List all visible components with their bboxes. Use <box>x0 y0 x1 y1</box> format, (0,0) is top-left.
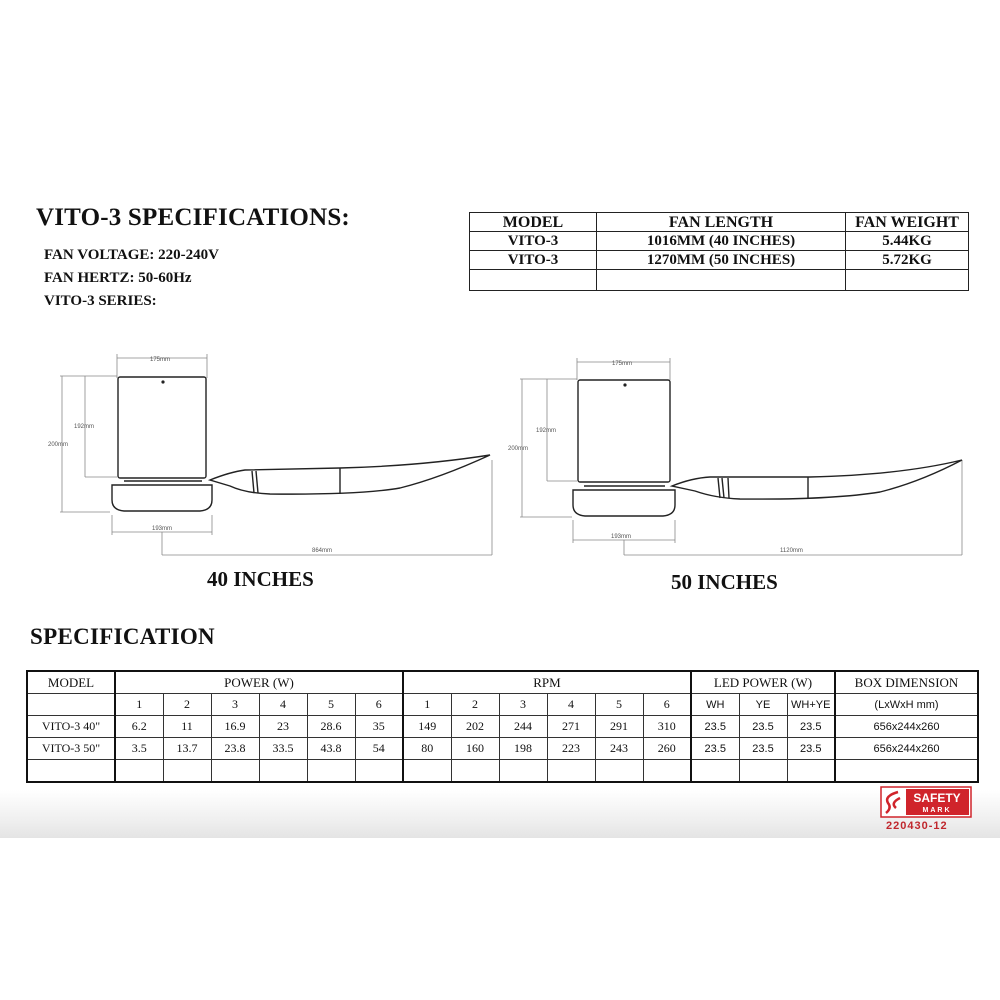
voltage-spec: FAN VOLTAGE: 220-240V <box>44 247 219 263</box>
group-header-row <box>27 671 978 694</box>
rpm-speed-5: 5 <box>595 694 643 716</box>
cell-led: 23.5 <box>739 738 787 760</box>
diagram-caption-40: 40 INCHES <box>207 567 314 591</box>
hertz-spec: FAN HERTZ: 50-60Hz <box>44 270 192 286</box>
cell-led: 23.5 <box>691 738 739 760</box>
cell-empty <box>597 270 846 291</box>
cell-fan-length: 1016MM (40 INCHES) <box>597 232 846 251</box>
cell-power: 11 <box>163 716 211 738</box>
spec-table <box>26 670 979 783</box>
cell-power: 23 <box>259 716 307 738</box>
dim-total-height: 200mm <box>48 442 69 448</box>
table-row <box>27 738 978 760</box>
cell-power: 23.8 <box>211 738 259 760</box>
col-fan-weight: FAN WEIGHT <box>846 213 969 232</box>
power-speed-6: 6 <box>355 694 403 716</box>
table-row <box>470 251 969 270</box>
dim-total-height: 200mm <box>508 446 529 452</box>
spec-section-title: SPECIFICATION <box>30 624 215 649</box>
table-row <box>27 716 978 738</box>
rpm-speed-3: 3 <box>499 694 547 716</box>
dim-top-width: 175mm <box>150 357 171 363</box>
cell-fan-weight: 5.72KG <box>846 251 969 270</box>
cell-rpm: 80 <box>403 738 451 760</box>
rpm-speed-6: 6 <box>643 694 691 716</box>
dim-span: 864mm <box>312 548 333 554</box>
cell-power: 35 <box>355 716 403 738</box>
table-row-empty <box>27 760 978 783</box>
cell-power: 54 <box>355 738 403 760</box>
safety-label: SAFETY <box>913 791 961 805</box>
cell-box: 656x244x260 <box>835 716 978 738</box>
table-row <box>470 232 969 251</box>
safety-sublabel: MARK <box>922 807 952 814</box>
cell-model: VITO-3 <box>470 251 597 270</box>
dim-inner-height: 192mm <box>536 428 557 434</box>
dim-base-width: 193mm <box>611 534 632 540</box>
cell-box: 656x244x260 <box>835 738 978 760</box>
dim-top-width: 175mm <box>612 361 633 367</box>
power-speed-2: 2 <box>163 694 211 716</box>
col-fan-length: FAN LENGTH <box>597 213 846 232</box>
cell-rpm: 243 <box>595 738 643 760</box>
header-box-dimension: BOX DIMENSION <box>835 671 978 694</box>
cell-fan-weight: 5.44KG <box>846 232 969 251</box>
series-label: VITO-3 SERIES: <box>44 293 157 309</box>
cell-rpm: 160 <box>451 738 499 760</box>
led-wh-ye: WH+YE <box>787 694 835 716</box>
footer-shade <box>0 790 1000 838</box>
header-led-power: LED POWER (W) <box>691 671 835 694</box>
cell-rpm: 202 <box>451 716 499 738</box>
cell-power: 33.5 <box>259 738 307 760</box>
led-ye: YE <box>739 694 787 716</box>
header-model: MODEL <box>27 671 115 694</box>
cell-power: 3.5 <box>115 738 163 760</box>
page-title: VITO-3 SPECIFICATIONS: <box>36 204 350 231</box>
cell-rpm: 310 <box>643 716 691 738</box>
cell-rpm: 244 <box>499 716 547 738</box>
model-table <box>469 212 969 291</box>
cell-rpm: 149 <box>403 716 451 738</box>
led-wh: WH <box>691 694 739 716</box>
cell-empty <box>470 270 597 291</box>
cell-rpm: 271 <box>547 716 595 738</box>
cell-model: VITO-3 <box>470 232 597 251</box>
fan-diagram-40 <box>40 350 500 565</box>
cell-rpm: 260 <box>643 738 691 760</box>
cell-power: 43.8 <box>307 738 355 760</box>
table-row-empty <box>470 270 969 291</box>
rpm-speed-1: 1 <box>403 694 451 716</box>
cell-model: VITO-3 50" <box>27 738 115 760</box>
cell-rpm: 291 <box>595 716 643 738</box>
cell-empty <box>27 760 115 783</box>
dim-inner-height: 192mm <box>74 424 95 430</box>
table-header-row <box>470 213 969 232</box>
sub-header-row <box>27 694 978 716</box>
cell-led: 23.5 <box>691 716 739 738</box>
cell-fan-length: 1270MM (50 INCHES) <box>597 251 846 270</box>
cell-led: 23.5 <box>787 738 835 760</box>
power-speed-4: 4 <box>259 694 307 716</box>
cell-rpm: 223 <box>547 738 595 760</box>
cell-empty <box>27 694 115 716</box>
header-rpm: RPM <box>403 671 691 694</box>
col-model: MODEL <box>470 213 597 232</box>
rpm-speed-2: 2 <box>451 694 499 716</box>
cell-model: VITO-3 40" <box>27 716 115 738</box>
cell-power: 13.7 <box>163 738 211 760</box>
cell-empty <box>846 270 969 291</box>
power-speed-5: 5 <box>307 694 355 716</box>
dim-span: 1120mm <box>780 548 803 554</box>
cell-rpm: 198 <box>499 738 547 760</box>
rpm-speed-4: 4 <box>547 694 595 716</box>
fan-diagram-50 <box>500 350 980 560</box>
cell-power: 16.9 <box>211 716 259 738</box>
cell-power: 6.2 <box>115 716 163 738</box>
cell-power: 28.6 <box>307 716 355 738</box>
diagram-caption-50: 50 INCHES <box>671 570 778 594</box>
box-units: (LxWxH mm) <box>835 694 978 716</box>
cell-led: 23.5 <box>787 716 835 738</box>
dim-base-width: 193mm <box>152 526 173 532</box>
power-speed-3: 3 <box>211 694 259 716</box>
cell-led: 23.5 <box>739 716 787 738</box>
header-power: POWER (W) <box>115 671 403 694</box>
safety-mark-code: 220430-12 <box>886 820 948 832</box>
power-speed-1: 1 <box>115 694 163 716</box>
